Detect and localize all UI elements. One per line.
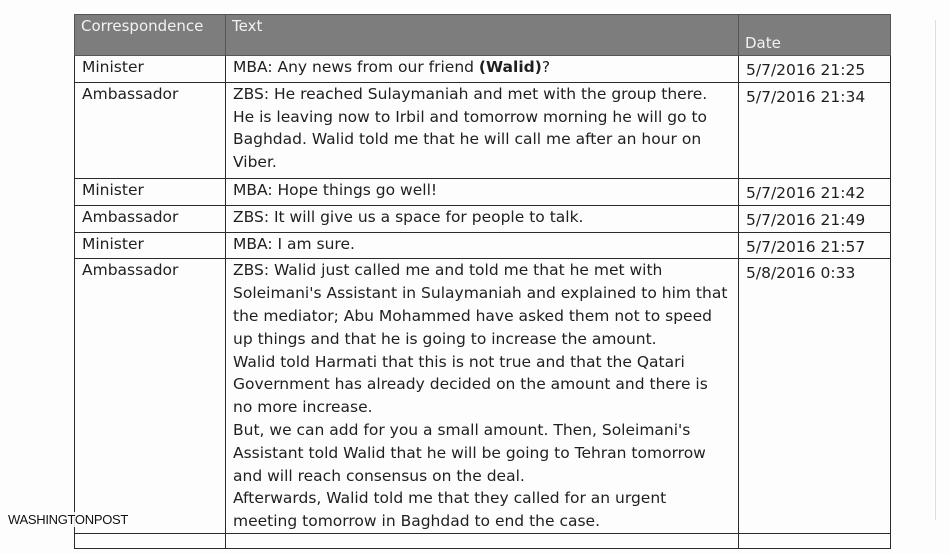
header-text: Text <box>226 15 739 56</box>
correspondence-document <box>74 14 890 554</box>
row-date: 5/7/2016 21:42 <box>739 178 891 205</box>
row-sender: Minister <box>75 178 226 205</box>
row-message: MBA: Hope things go well! <box>226 178 739 205</box>
correspondence-table <box>74 14 891 549</box>
row-date <box>739 533 891 548</box>
row-sender: Ambassador <box>75 259 226 534</box>
row-message: ZBS: Walid just called me and told me that he met with Soleimani's Assistant in Sulaymaniah and explained to him that the mediator; Abu Mohammed have asked them not to speed up things and that he is going to increase the amount. Walid told Harmati that this is not true and that the Qatari Government has already decided on the amount and there is no more increase. But, we can add for you a small amount. Then, Soleimani's Assistant told Walid that he will be going to Tehran tomorrow and will reach consensus on the deal. Afterwards, Walid told me that they called for an urgent meeting tomorrow in Baghdad to end the case. <box>226 259 739 534</box>
row-sender: Minister <box>75 232 226 259</box>
table-row <box>75 56 891 83</box>
row-message: MBA: I am sure. <box>226 232 739 259</box>
row-message <box>226 56 739 83</box>
row-date: 5/7/2016 21:49 <box>739 205 891 232</box>
table-row <box>75 205 891 232</box>
message-text: MBA: Any news from our friend <box>233 58 479 76</box>
row-sender: Ambassador <box>75 82 226 178</box>
header-correspondence: Correspondence <box>75 15 226 56</box>
table-row <box>75 82 891 178</box>
row-sender: Minister <box>75 56 226 83</box>
table-row-cut-off <box>75 533 891 548</box>
header-date: Date <box>739 15 891 56</box>
table-row <box>75 259 891 534</box>
row-sender: Ambassador <box>75 205 226 232</box>
row-date: 5/7/2016 21:57 <box>739 232 891 259</box>
message-bold-name: (Walid) <box>478 58 542 76</box>
row-message: ZBS: He reached Sulaymaniah and met with the group there. He is leaving now to Irbil and tomorrow morning he will go to Baghdad. Walid told me that he will call me after an hour on Viber. <box>226 82 739 178</box>
row-date: 5/8/2016 0:33 <box>739 259 891 534</box>
message-text-end: ? <box>541 58 551 76</box>
row-date: 5/7/2016 21:34 <box>739 82 891 178</box>
header-row <box>75 15 891 56</box>
table-row <box>75 232 891 259</box>
table-row <box>75 178 891 205</box>
row-date: 5/7/2016 21:25 <box>739 56 891 83</box>
row-sender <box>75 533 226 548</box>
page-edge-shadow <box>935 20 936 520</box>
row-message: ZBS: It will give us a space for people to talk. <box>226 205 739 232</box>
row-message <box>226 533 739 548</box>
watermark-logo: WASHINGTONPOST <box>8 512 129 527</box>
